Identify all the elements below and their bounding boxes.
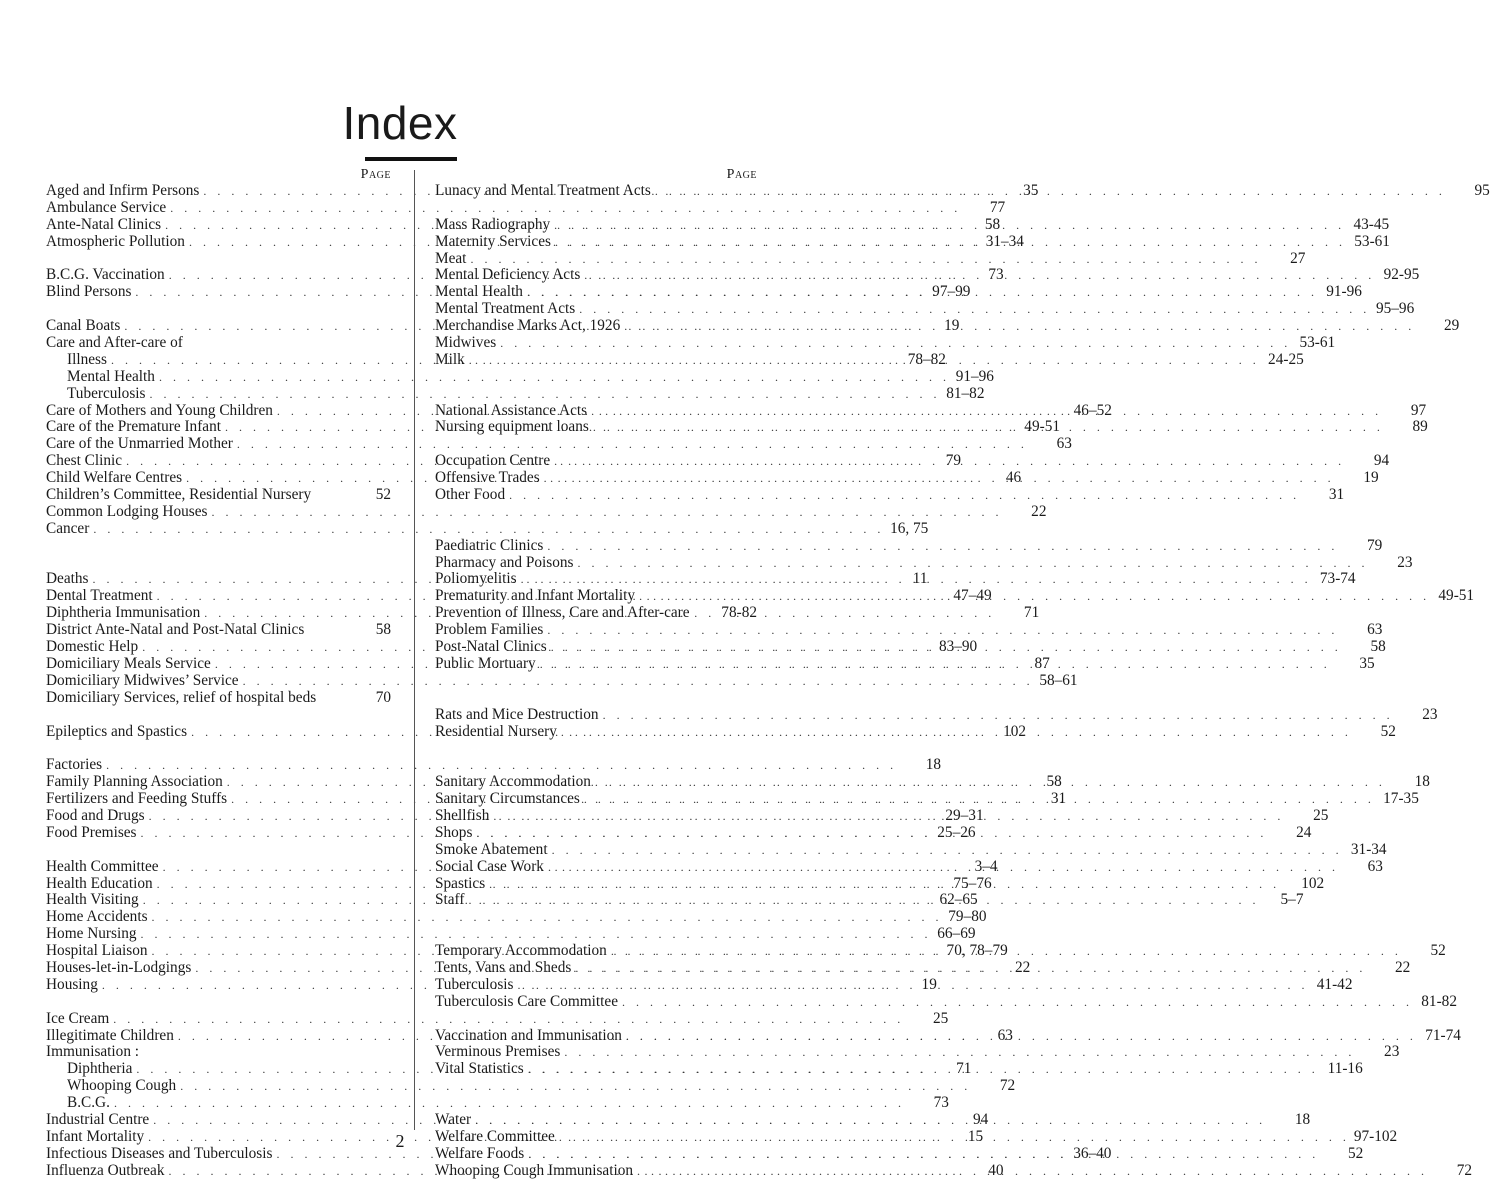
index-entry-label: Smoke Abatement (435, 840, 548, 858)
index-entry (435, 958, 1411, 977)
index-entry-page: 46–52 (1073, 401, 1112, 419)
index-entry-page: 25–26 (937, 823, 976, 841)
index-entry-page: 31 (1328, 486, 1345, 504)
dot-leader (476, 825, 1267, 842)
index-entry (46, 384, 985, 403)
index-entry-label: Dental Treatment (46, 587, 153, 605)
index-entry-page: 58 (1370, 638, 1386, 656)
index-entry (46, 1077, 1016, 1095)
index-entry-page: 16, 75 (890, 519, 929, 537)
dot-leader (509, 487, 1300, 504)
index-entry-label: Care of the Premature Infant (46, 418, 221, 436)
index-entry (46, 671, 1078, 690)
index-entry-label: Food and Drugs (46, 806, 145, 824)
index-entry-label: Social Case Work (435, 857, 544, 875)
index-entry-page: 91–96 (955, 367, 994, 385)
page-title: Index (342, 97, 458, 149)
page-number: 2 (395, 1131, 405, 1151)
index-entry-page: 31–34 (985, 232, 1024, 250)
index-entry-page: 71 (956, 1060, 972, 1078)
index-entry-page: 73 (933, 1094, 949, 1112)
index-entry-page: 52 (1347, 1144, 1364, 1162)
index-entry-page: 22 (1031, 502, 1047, 520)
entry-spacer (435, 757, 757, 774)
index-entry-page: 29–31 (945, 806, 984, 824)
index-entry-label: Children’s Committee, Residential Nursery (46, 486, 312, 504)
index-entry-label: Midwives (435, 334, 497, 352)
dot-leader (595, 774, 1386, 791)
dot-leader (624, 318, 1415, 335)
index-entry-label: Shellfish (435, 806, 490, 824)
index-entry-label: Milk (435, 350, 465, 368)
index-entry-label: Common Lodging Houses (46, 502, 208, 520)
index-entry-page: 25 (932, 1009, 949, 1027)
index-entry-label: Vaccination and Immunisation (435, 1026, 622, 1044)
index-entry-page: 78–82 (907, 350, 946, 368)
index-entry-page: 58 (1046, 773, 1062, 791)
index-entry-page: 97–99 (932, 283, 971, 301)
index-entry-label: Temporary Accommodation (435, 942, 607, 960)
dot-leader (637, 1163, 1428, 1180)
page-column-header: Page (726, 167, 757, 182)
index-entry (435, 536, 1383, 555)
index-entry-label: Health Visiting (46, 891, 139, 909)
dot-leader (528, 1061, 1319, 1078)
index-entry (46, 1009, 949, 1028)
entry-spacer (435, 200, 757, 217)
index-entry (46, 690, 391, 707)
index-entry (46, 908, 987, 926)
index-entry (435, 249, 1306, 268)
index-entry-page: 102 (1301, 874, 1325, 892)
index-entry-label: B.C.G. (67, 1094, 110, 1112)
index-entry-page: 92-95 (1383, 266, 1420, 284)
dot-leader (554, 453, 1345, 470)
index-entry-page: 81-82 (1421, 992, 1457, 1010)
dot-leader (469, 352, 1260, 369)
index-entry-label: Poliomyelitis (435, 570, 517, 588)
index-entry (435, 553, 1413, 572)
entry-spacer (435, 386, 757, 403)
dot-leader (564, 1044, 1355, 1061)
entry-spacer (46, 301, 391, 318)
index-entry-label: Tuberculosis (435, 975, 514, 993)
index-entry (435, 621, 1383, 639)
index-entry-label: Rats and Mice Destruction (435, 705, 599, 723)
dot-leader (626, 1028, 1417, 1045)
dot-leader (611, 943, 1402, 960)
page-column-header: Page (360, 167, 391, 182)
index-entry (46, 487, 391, 504)
index-entry (435, 992, 1457, 1011)
index-entry-page: 52 (1380, 722, 1396, 740)
index-entry-page: 95 (1474, 182, 1490, 199)
dot-leader (544, 470, 1335, 487)
index-entry-label: Houses-let-in-Lodgings (46, 958, 192, 976)
entry-spacer (46, 538, 391, 555)
index-entry-label: Cancer (46, 519, 90, 537)
index-entry-label: Factories (46, 756, 103, 774)
entry-spacer (435, 909, 757, 926)
index-entry-page: 46 (1005, 469, 1022, 487)
index-entry-page: 43-45 (1353, 215, 1390, 233)
index-entry-page: 24 (1296, 823, 1312, 841)
index-entry-page: 91-96 (1326, 283, 1362, 301)
dot-leader (540, 656, 1331, 673)
index-entry-page: 3–4 (974, 857, 998, 875)
index-entry-label: B.C.G. Vaccination (46, 266, 165, 284)
index-entry-page: 27 (1290, 249, 1306, 267)
dot-leader (527, 284, 1318, 301)
index-entry-page: 94 (972, 1110, 989, 1128)
index-entry (435, 300, 1415, 318)
index-entry-page: 58 (375, 621, 391, 639)
dot-leader (551, 639, 1342, 656)
index-entry (435, 317, 1460, 335)
index-entry-label: Domiciliary Midwives’ Service (46, 671, 239, 689)
index-entry (435, 1043, 1400, 1061)
index-entry-label: Prevention of Illness, Care and After-care (435, 604, 690, 622)
index-entry-label: Ice Cream (46, 1009, 110, 1027)
index-entry-label: Ante-Natal Clinics (46, 215, 162, 233)
index-entry-page: 87 (1034, 654, 1050, 672)
dot-leader (489, 876, 1280, 893)
dot-leader (584, 267, 1375, 284)
index-entry-page: 11 (912, 570, 928, 588)
dot-leader (500, 335, 1291, 352)
index-entry-label: Care and After-care of (46, 334, 183, 352)
index-entry (435, 486, 1345, 504)
index-entry-page: 18 (1294, 1110, 1311, 1128)
entry-spacer (435, 369, 757, 386)
index-entry-label: Ambulance Service (46, 198, 167, 216)
index-entry-page: 18 (925, 756, 942, 774)
index-entry-page: 19 (1363, 469, 1379, 487)
index-entry-page: 58 (984, 215, 1001, 233)
index-entry-page: 31-34 (1350, 840, 1387, 858)
entry-spacer (46, 740, 391, 757)
index-entry (46, 519, 929, 538)
index-entry-label: Occupation Centre (435, 452, 551, 470)
index-entry-page: 97-102 (1353, 1127, 1398, 1145)
index-entry-label: Staff (435, 891, 465, 909)
dot-leader (578, 555, 1369, 572)
index-entry-page: 72 (999, 1077, 1016, 1095)
index-entry-page: 70 (375, 688, 391, 706)
index-entry-page: 31 (1050, 790, 1067, 808)
index-entry-label: Immunisation : (46, 1043, 140, 1061)
index-entry-page: 89 (1412, 418, 1428, 436)
dot-leader (552, 842, 1343, 859)
index-entry-label: Fertilizers and Feeding Stuffs (46, 790, 228, 808)
index-entry-page: 97 (1410, 401, 1427, 419)
index-entry-page: 71-74 (1425, 1026, 1461, 1044)
index-entry-label: Diphtheria (67, 1060, 133, 1078)
dot-leader (591, 403, 1382, 420)
index-entry-page: 24-25 (1268, 350, 1304, 368)
entry-spacer (435, 1011, 757, 1028)
index-entry-page: 35 (1023, 182, 1039, 199)
index-entry-page: 95–96 (1375, 300, 1415, 318)
index-entry-label: Atmospheric Pollution (46, 232, 185, 250)
index-entry-page: 102 (1003, 722, 1027, 740)
index-entry-page: 79–80 (948, 908, 987, 926)
index-entry-page: 18 (1414, 773, 1430, 791)
index-entry-page: 11-16 (1327, 1060, 1363, 1078)
index-entry (46, 435, 1072, 453)
column-divider (414, 170, 415, 1130)
index-entry-label: Mass Radiography (435, 215, 551, 233)
index-entry-page: 81–82 (946, 384, 985, 402)
index-entry-label: Health Committee (46, 857, 159, 875)
dot-leader (579, 301, 1370, 318)
index-entry-label: Sanitary Accommodation (435, 773, 591, 791)
index-entry-page: 35 (1359, 654, 1375, 672)
index-entry-label: Food Premises (46, 823, 137, 841)
entry-spacer (46, 707, 391, 724)
index-entry-label: Vital Statistics (435, 1060, 524, 1078)
dot-leader (561, 724, 1352, 741)
dot-leader (470, 251, 1261, 268)
entry-spacer (435, 1095, 757, 1112)
index-entry-label: Epileptics and Spastics (46, 722, 188, 740)
index-entry-label: Spastics (435, 874, 486, 892)
index-entry-page: 23 (1384, 1043, 1400, 1061)
index-entry-page: 40 (988, 1161, 1004, 1179)
index-entry-label: Mental Health (435, 283, 523, 301)
index-entry-label: Tents, Vans and Sheds (435, 958, 572, 976)
dot-leader (575, 960, 1366, 977)
index-entry-page: 94 (1373, 452, 1390, 470)
index-entry-page: 79 (945, 452, 962, 470)
index-entry-label: Residential Nursery (435, 722, 557, 740)
index-entry-label: Health Education (46, 874, 153, 892)
entry-spacer (46, 251, 391, 268)
index-entry (435, 334, 1336, 352)
dot-leader (548, 859, 1339, 876)
index-entry-page: 71 (1023, 604, 1040, 622)
index-entry-label: Tuberculosis (67, 384, 146, 402)
index-entry-page: 5–7 (1280, 891, 1304, 909)
dot-leader (475, 1112, 1266, 1129)
index-entry-page: 25 (1313, 806, 1329, 824)
index-entry-label: Water (435, 1110, 472, 1128)
dot-leader (603, 707, 1394, 724)
index-entry-label: Aged and Infirm Persons (46, 182, 200, 199)
index-entry-label: Domiciliary Meals Service (46, 654, 211, 672)
index-entry-page: 41-42 (1316, 975, 1353, 993)
index-entry (435, 605, 757, 622)
entry-spacer (46, 555, 391, 572)
index-entry-label: Shops (435, 823, 473, 841)
index-entry-label: Public Mortuary (435, 654, 536, 672)
index-entry (46, 622, 391, 639)
index-entry-label: Infant Mortality (46, 1127, 145, 1145)
index-entry (435, 705, 1438, 724)
dot-leader (555, 234, 1346, 251)
index-entry-label: Post-Natal Clinics (435, 638, 547, 656)
index-entry-label: Offensive Trades (435, 469, 540, 487)
index-entry-page: 63 (997, 1026, 1013, 1044)
dot-leader (639, 588, 1430, 605)
index-entry (46, 198, 1006, 217)
index-entry-page: 73 (988, 266, 1004, 284)
index-entry-label: Problem Families (435, 621, 544, 639)
index-entry-page: 29 (1443, 317, 1460, 335)
index-entry-label: Domestic Help (46, 638, 139, 656)
dot-leader (468, 892, 1259, 909)
dot-leader (521, 571, 1312, 588)
index-entry-label: Deaths (46, 570, 89, 588)
entry-spacer (435, 436, 757, 453)
entry-spacer (435, 673, 757, 690)
index-entry-page: 49-51 (1438, 587, 1475, 605)
index-entry-page: 22 (1015, 958, 1031, 976)
entry-spacer (435, 690, 757, 707)
index-entry-label: Illness (67, 350, 107, 368)
index-entry-page: 15 (967, 1127, 984, 1145)
index-entry-page: 63 (1367, 857, 1383, 875)
entry-spacer (46, 994, 391, 1011)
index-entry-label: Housing (46, 975, 98, 993)
index-entry-label: Blind Persons (46, 283, 132, 301)
index-entry (46, 502, 1047, 521)
dot-leader (547, 622, 1338, 639)
index-entry (46, 756, 942, 774)
index-entry-page: 66–69 (937, 925, 976, 943)
index-entry-page: 72 (1456, 1161, 1473, 1179)
index-entry-label: Illegitimate Children (46, 1026, 174, 1044)
dot-leader (493, 808, 1284, 825)
dot-leader (655, 183, 1446, 200)
entry-spacer (435, 926, 757, 943)
index-entry-page: 22 (1395, 958, 1411, 976)
index-entry-page: 52 (1430, 942, 1446, 960)
index-entry-label: Home Accidents (46, 908, 148, 926)
index-entry-page: 58–61 (1039, 671, 1078, 689)
index-entry-label: Other Food (435, 486, 506, 504)
index-entry-page: 73-74 (1319, 570, 1356, 588)
index-entry (46, 1044, 391, 1061)
index-entry-label: National Assistance Acts (435, 401, 588, 419)
index-entry-page: 63 (1056, 435, 1072, 453)
entry-spacer (435, 521, 757, 538)
index-entry-label: Diphtheria Immunisation (46, 604, 201, 622)
index-entry (435, 840, 1387, 859)
index-entry-label: Whooping Cough Immunisation (435, 1161, 634, 1179)
dot-leader (622, 994, 1413, 1011)
index-entry-label: Care of the Unmarried Mother (46, 435, 233, 453)
index-entry (46, 367, 994, 386)
index-entry-label: Nursing equipment loans (435, 418, 589, 436)
dot-leader (554, 217, 1345, 234)
index-entry-label: Infectious Diseases and Tuberculosis (46, 1144, 273, 1162)
index-entry-label: Care of Mothers and Young Children (46, 401, 273, 419)
index-entry-page: 17-35 (1383, 790, 1419, 808)
index-entry-page: 19 (921, 975, 937, 993)
title-underline (365, 157, 457, 161)
index-entry-page: 62–65 (939, 891, 978, 909)
index-entry-label: Meat (435, 249, 467, 267)
index-entry-label: Family Planning Association (46, 773, 223, 791)
index-entry-label: Domiciliary Services, relief of hospital beds (46, 688, 317, 706)
index-entry-page: 52 (375, 486, 391, 504)
dot-leader (593, 419, 1384, 436)
index-entry-label: Whooping Cough (67, 1077, 177, 1095)
index-entry-label: Child Welfare Centres (46, 469, 183, 487)
index-entry-page: 23 (1422, 705, 1438, 723)
entry-spacer (46, 842, 391, 859)
index-entry-page: 70, 78–79 (946, 942, 1008, 960)
entry-spacer (435, 740, 757, 757)
index-entry-page: 47–49 (953, 587, 992, 605)
index-entry-page: 49-51 (1024, 418, 1060, 436)
index-entry-label: Canal Boats (46, 317, 121, 335)
index-entry-page: 53-61 (1354, 232, 1390, 250)
index-entry-label: Prematurity and Infant Mortality (435, 587, 636, 605)
index-entry-page: 83–90 (938, 638, 978, 656)
index-entry-label: Paediatric Clinics (435, 536, 544, 554)
dot-leader (517, 977, 1308, 994)
entry-spacer (435, 504, 757, 521)
index-entry-page: 77 (989, 198, 1006, 216)
index-entry-label: District Ante-Natal and Post-Natal Clinics (46, 621, 305, 639)
dot-leader (547, 538, 1338, 555)
index-entry-page: 63 (1367, 621, 1383, 639)
index-entry-label: Pharmacy and Poisons (435, 553, 574, 571)
index-entry-label: Hospital Liaison (46, 942, 148, 960)
index-entry-label: Home Nursing (46, 925, 137, 943)
index-entry-label: Tuberculosis Care Committee (435, 992, 618, 1010)
index-entry-label: Welfare Foods (435, 1144, 525, 1162)
index-entry-label: Mental Treatment Acts (435, 300, 576, 318)
index-entry-page: 75–76 (953, 874, 992, 892)
index-entry-label: Chest Clinic (46, 452, 123, 470)
index-entry-label: Lunacy and Mental Treatment Acts (435, 182, 651, 199)
index-entry-label: Merchandise Marks Act, 1926 (435, 317, 621, 335)
index-entry-page: 78-82 (721, 604, 757, 622)
index-entry-page: 79 (1367, 536, 1383, 554)
index-entry (46, 925, 976, 943)
dot-leader (584, 791, 1375, 808)
entry-spacer (435, 1078, 757, 1095)
index-entry-label: Welfare Committee (435, 1127, 555, 1145)
index-entry-page: 19 (944, 317, 960, 335)
index-entry-label: Influenza Outbreak (46, 1161, 165, 1179)
index-entry-page: 53-61 (1299, 334, 1336, 352)
index-entry-page: 23 (1397, 553, 1413, 571)
index-entry-label: Verminous Premises (435, 1043, 561, 1061)
index-entry-label: Industrial Centre (46, 1110, 150, 1128)
index-entry (46, 335, 391, 352)
index-entry-label: Mental Health (67, 367, 155, 385)
index-entry (46, 1094, 949, 1112)
index-entry-label: Sanitary Circumstances (435, 790, 580, 808)
index-entry-label: Mental Deficiency Acts (435, 266, 581, 284)
index-entry-page: 36–40 (1073, 1144, 1112, 1162)
index-entry-label: Maternity Services (435, 232, 551, 250)
